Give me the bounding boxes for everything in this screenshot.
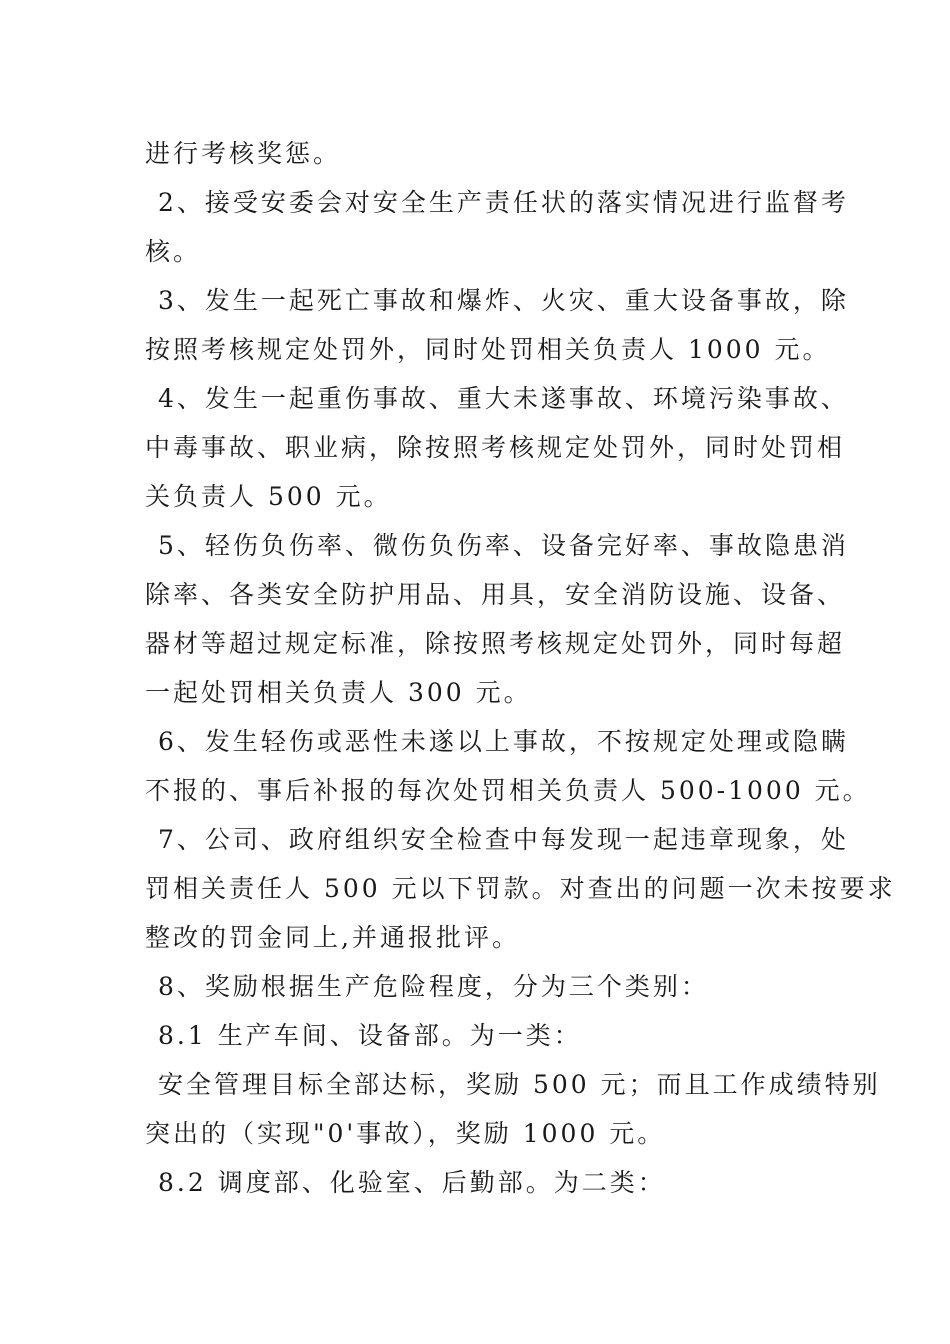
text-line: 核。 bbox=[145, 237, 202, 266]
text-line: 突出的（实现"0'事故），奖励 1000 元。 bbox=[145, 1119, 666, 1148]
text-line: 罚相关责任人 500 元以下罚款。对查出的问题一次未按要求 bbox=[145, 874, 896, 903]
clause-8-2-line: 8.2 调度部、化验室、后勤部。为二类： bbox=[158, 1168, 666, 1197]
text-line: 整改的罚金同上,并通报批评。 bbox=[145, 923, 520, 952]
text-line: 关负责人 500 元。 bbox=[145, 482, 392, 511]
reward-line: 安全管理目标全部达标，奖励 500 元；而且工作成绩特别 bbox=[158, 1070, 881, 1099]
clause-2-line: 2、接受安委会对安全生产责任状的落实情况进行监督考 bbox=[158, 188, 849, 217]
clause-5-line: 5、轻伤负伤率、微伤负伤率、设备完好率、事故隐患消 bbox=[158, 531, 849, 560]
clause-3-line: 3、发生一起死亡事故和爆炸、火灾、重大设备事故，除 bbox=[158, 286, 849, 315]
text-line: 中毒事故、职业病，除按照考核规定处罚外，同时处罚相 bbox=[145, 433, 846, 462]
text-line: 进行考核奖惩。 bbox=[145, 139, 342, 168]
clause-8-line: 8、奖励根据生产危险程度，分为三个类别： bbox=[158, 972, 709, 1001]
clause-8-1-line: 8.1 生产车间、设备部。为一类： bbox=[158, 1021, 582, 1050]
clause-6-line: 6、发生轻伤或恶性未遂以上事故，不按规定处理或隐瞒 bbox=[158, 727, 849, 756]
text-line: 不报的、事后补报的每次处罚相关负责人 500-1000 元。 bbox=[145, 776, 871, 805]
text-line: 除率、各类安全防护用品、用具，安全消防设施、设备、 bbox=[145, 580, 846, 609]
clause-4-line: 4、发生一起重伤事故、重大未遂事故、环境污染事故、 bbox=[158, 384, 849, 413]
text-line: 按照考核规定处罚外，同时处罚相关负责人 1000 元。 bbox=[145, 335, 831, 364]
document-body bbox=[145, 129, 896, 1207]
text-line: 器材等超过规定标准，除按照考核规定处罚外，同时每超 bbox=[145, 629, 846, 658]
text-line: 一起处罚相关负责人 300 元。 bbox=[145, 678, 532, 707]
clause-7-line: 7、公司、政府组织安全检查中每发现一起违章现象，处 bbox=[158, 825, 849, 854]
